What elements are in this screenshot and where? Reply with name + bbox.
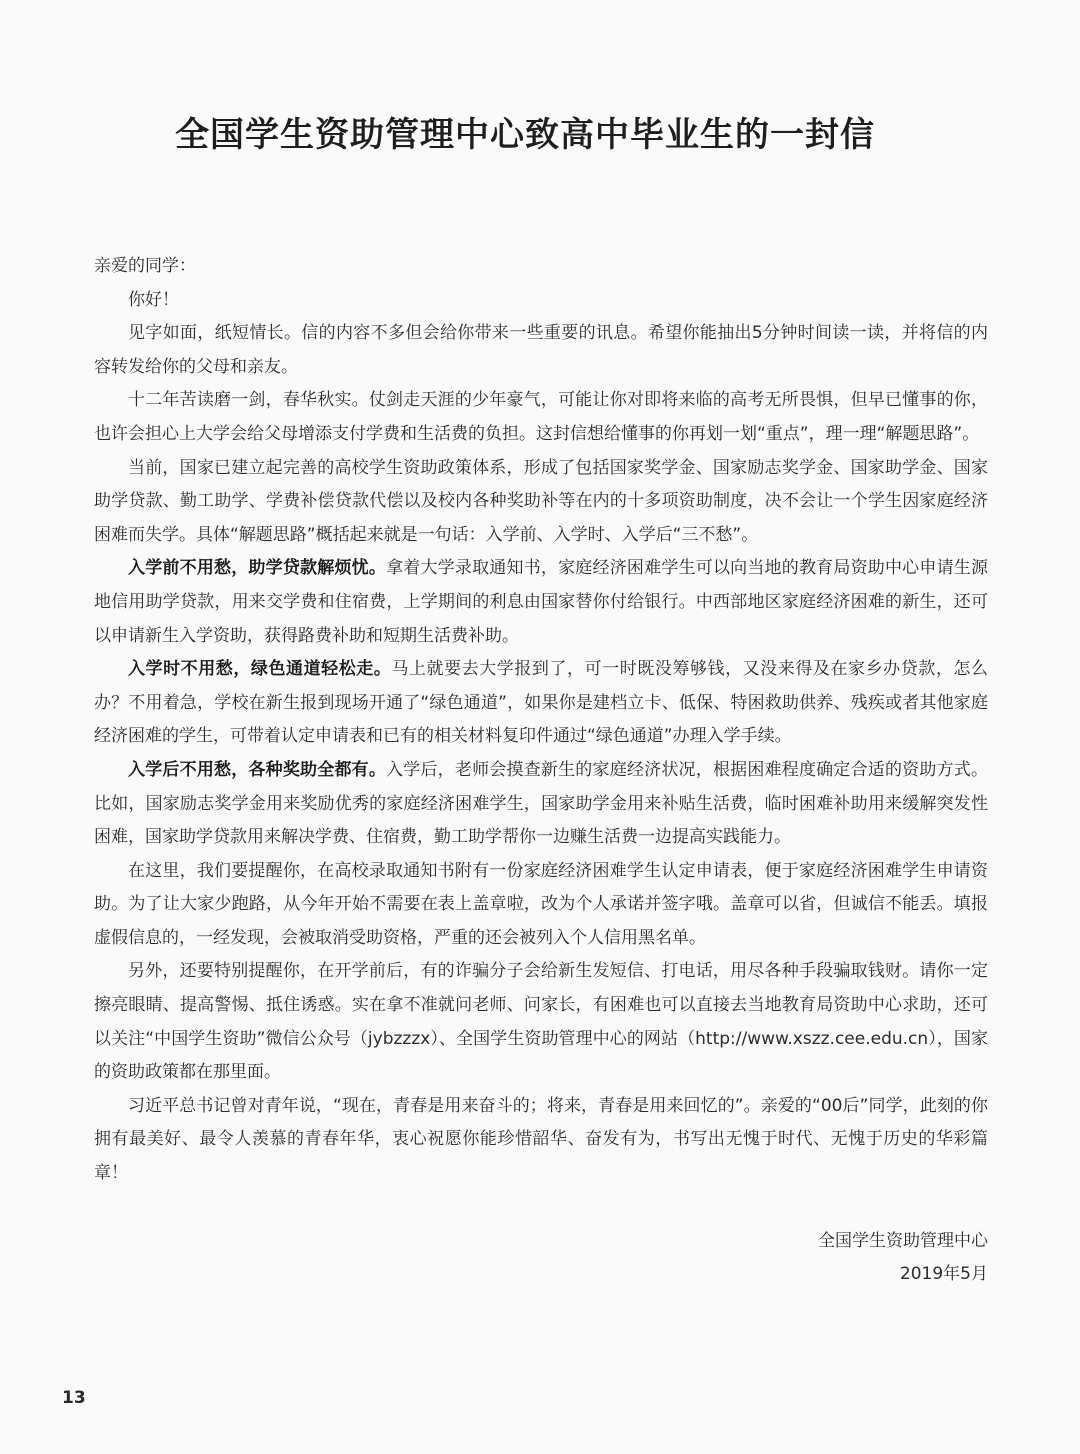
greeting: 你好！ [128,289,179,310]
page-number: 13 [62,1388,86,1408]
heading-during-enrollment: 入学时不用愁，绿色通道轻松走。 [128,659,392,680]
paragraph-closing: 习近平总书记曾对青年说，“现在，青春是用来奋斗的；将来，青春是用来回忆的”。亲爱的“00后”同学，此刻的你拥有最美好、最令人羡慕的青春年华，衷心祝愿你能珍惜韶华、奋发有为，书写出无愧于时代、无愧于历史的华彩篇章！ [94,1095,988,1184]
text-before-enrollment: 拿着大学录取通知书，家庭经济困难学生可以向当地的教育局资助中心申请生源地信用助学贷款，用来交学费和住宿费，上学期间的利息由国家替你付给银行。中西部地区家庭经济困难的新生，还可以申请新生入学资助，获得路费补助和短期生活费补助。 [94,558,988,646]
paragraph-during-enrollment [94,653,988,754]
letter-title: 全国学生资助管理中心致高中毕业生的一封信 [175,114,875,155]
paragraph-application-form: 在这里，我们要提醒你，在高校录取通知书附有一份家庭经济困难学生认定申请表，便于家庭经济困难学生申请资助。为了让大家少跑路，从今年开始不需要在表上盖章啦，改为个人承诺并签字哦。盖章可以省，但诚信不能丢。填报虚假信息的，一经发现，会被取消受助资格，严重的还会被列入个人信用黑名单。 [94,860,988,948]
letter-body [94,250,988,1191]
text-during-enrollment: 马上就要去大学报到了，可一时既没筹够钱，又没来得及在家乡办贷款，怎么办？不用着急，学校在新生报到现场开通了“绿色通道”，如果你是建档立卡、低保、特困救助供养、残疾或者其他家庭经济困难的学生，可带着认定申请表和已有的相关材料复印件通过“绿色通道”办理入学手续。 [94,659,988,747]
signature-organization: 全国学生资助管理中心 [818,1231,988,1251]
signature-block [818,1225,988,1291]
heading-before-enrollment: 入学前不用愁，助学贷款解烦忧。 [128,558,387,579]
heading-after-enrollment: 入学后不用愁，各种奖助全都有。 [128,759,387,780]
signature-date: 2019年5月 [899,1264,988,1284]
paragraph-policy-system: 当前，国家已建立起完善的高校学生资助政策体系，形成了包括国家奖学金、国家励志奖学金、国家助学金、国家助学贷款、勤工助学、学费补偿贷款代偿以及校内各种奖助补等在内的十多项资助制度，决不会让一个学生因家庭经济困难而失学。具体“解题思路”概括起来就是一句话：入学前、入学时、入学后“三不愁”。 [94,457,988,545]
salutation: 亲爱的同学： [94,256,196,276]
text-after-enrollment: 入学后，老师会摸查新生的家庭经济状况，根据困难程度确定合适的资助方式。比如，国家励志奖学金用来奖励优秀的家庭经济困难学生，国家助学金用来补贴生活费，临时困难补助用来缓解突发性困难，国家助学贷款用来解决学费、住宿费，勤工助学帮你一边赚生活费一边提高实践能力。 [94,759,988,848]
paragraph-after-enrollment [94,754,988,855]
paragraph-burden: 十二年苦读磨一剑，春华秋实。仗剑走天涯的少年豪气，可能让你对即将来临的高考无所畏惧，但早已懂事的你，也许会担心上大学会给父母增添支付学费和生活费的负担。这封信想给懂事的你再划一划“重点”，理一理“解题思路”。 [94,390,988,444]
paragraph-fraud-warning: 另外，还要特别提醒你，在开学前后，有的诈骗分子会给新生发短信、打电话，用尽各种手段骗取钱财。请你一定擦亮眼睛、提高警惕、抵住诱惑。实在拿不准就问老师、问家长，有困难也可以直接去当地教育局资助中心求助，还可以关注“中国学生资助”微信公众号（jybzzzx）、全国学生资助管理中心的网站（http://www.xszz.cee.edu.cn），国家的资助政策都在那里面。 [94,961,988,1083]
paragraph-intro: 见字如面，纸短情长。信的内容不多但会给你带来一些重要的讯息。希望你能抽出5分钟时间读一读，并将信的内容转发给你的父母和亲友。 [94,323,988,377]
paragraph-before-enrollment [94,552,988,653]
